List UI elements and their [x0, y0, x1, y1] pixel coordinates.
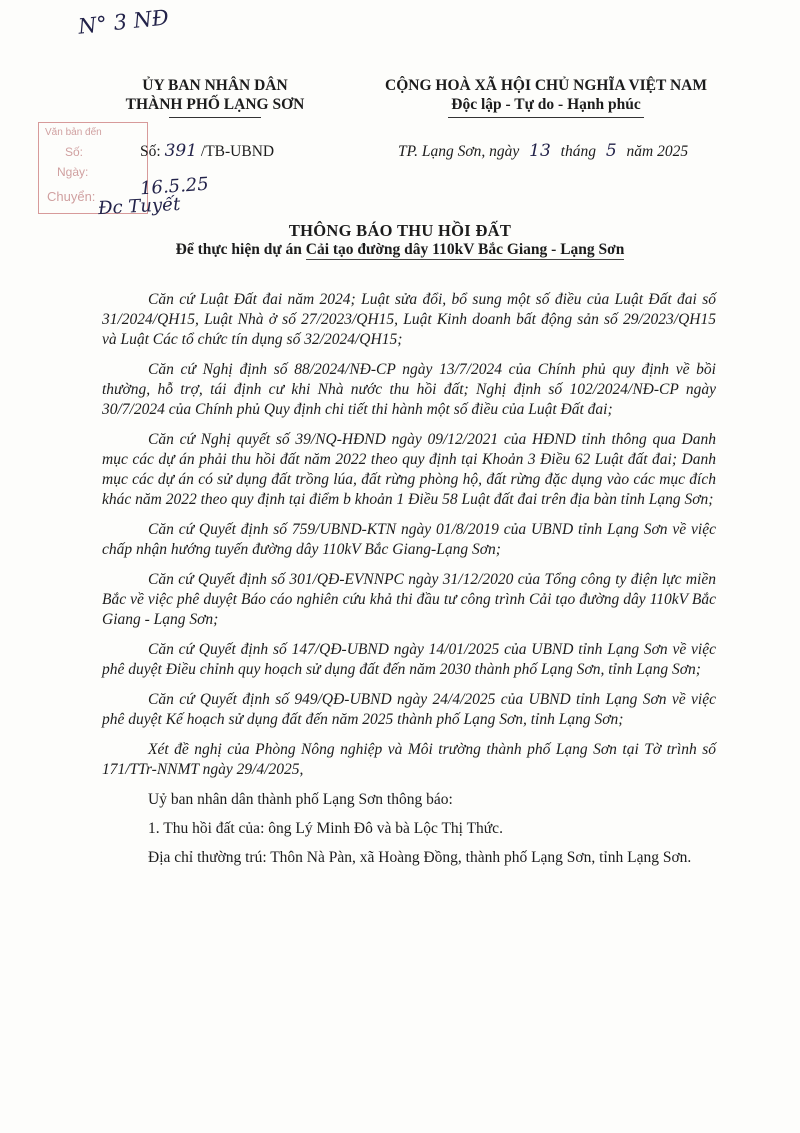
document-number — [140, 141, 274, 161]
date-day: 13 — [529, 141, 551, 161]
agency-underline — [169, 117, 261, 118]
stamp-line-1: Văn bản đến — [45, 127, 102, 138]
nation-name: CỘNG HOÀ XÃ HỘI CHỦ NGHĨA VIỆT NAM — [385, 77, 707, 94]
stamp-line-2: Số: — [65, 145, 84, 159]
legal-basis-paragraph: Căn cứ Luật Đất đai năm 2024; Luật sửa đổi, bổ sung một số điều của Luật Đất đai số 31/2024/QH15, Luật Nhà ở số 27/2023/QH15, Luật Kinh doanh bất động sản số 29/2023/QH15 và Luật Các tổ chức tín dụng số 32/2024/QH15; — [102, 291, 716, 348]
agency-line-2: THÀNH PHỐ LẠNG SƠN — [125, 96, 305, 113]
legal-basis-paragraph: Căn cứ Quyết định số 759/UBND-KTN ngày 01/8/2019 của UBND tỉnh Lạng Sơn về việc chấp nhận hướng tuyến đường dây 110kV Bắc Giang-Lạng Sơn; — [102, 521, 716, 558]
document-title: THÔNG BÁO THU HỒI ĐẤT — [288, 221, 512, 240]
date-month-label: tháng — [560, 143, 596, 160]
national-motto: Độc lập - Tự do - Hạnh phúc — [451, 96, 641, 113]
document-body — [102, 290, 716, 877]
stamp-handwritten-signature: Đc Tuyết — [97, 193, 181, 220]
stamp-line-3: Ngày: — [57, 165, 89, 179]
subtitle-prefix: Để thực hiện dự án — [175, 241, 302, 258]
date-month: 5 — [605, 141, 617, 161]
subtitle-project: Cải tạo đường dây 110kV Bắc Giang - Lạng Sơn — [305, 241, 625, 258]
legal-basis-paragraph: Căn cứ Quyết định số 301/QĐ-EVNNPC ngày 31/12/2020 của Tổng công ty điện lực miền Bắc về việc phê duyệt Báo cáo nghiên cứu khả thi đầu tư công trình Cải tạo đường dây 110kV Bắc Giang - Lạng Sơn; — [102, 571, 716, 628]
item-1-line: 1. Thu hồi đất của: ông Lý Minh Đô và bà Lộc Thị Thức. — [148, 820, 503, 837]
proposal-paragraph: Xét đề nghị của Phòng Nông nghiệp và Môi trường thành phố Lạng Sơn tại Tờ trình số 171/TTr-NNMT ngày 29/4/2025, — [102, 741, 716, 778]
handwritten-corner-note: N° 3 NĐ — [76, 5, 170, 39]
address-line: Địa chỉ thường trú: Thôn Nà Pàn, xã Hoàng Đồng, thành phố Lạng Sơn, tỉnh Lạng Sơn. — [148, 849, 692, 866]
doc-number-handwritten: 391 — [164, 141, 198, 161]
motto-underline — [448, 117, 644, 118]
agency-line-1: ỦY BAN NHÂN DÂN — [142, 77, 288, 94]
legal-basis-paragraph: Căn cứ Nghị định số 88/2024/NĐ-CP ngày 13/7/2024 của Chính phủ quy định về bồi thường, hỗ trợ, tái định cư khi Nhà nước thu hồi đất; Nghị định số 102/2024/NĐ-CP ngày 30/7/2024 của Chính phủ Quy định chi tiết thi hành một số điều của Luật Đất đai; — [102, 361, 716, 418]
legal-basis-paragraph: Căn cứ Quyết định số 949/QĐ-UBND ngày 24/4/2025 của UBND tỉnh Lạng Sơn về việc phê duyệt Kế hoạch sử dụng đất đến năm 2025 thành phố Lạng Sơn, tỉnh Lạng Sơn; — [102, 691, 716, 728]
date-place: TP. Lạng Sơn, ngày — [398, 143, 520, 160]
legal-basis-paragraph: Căn cứ Nghị quyết số 39/NQ-HĐND ngày 09/12/2021 của HĐND tỉnh thông qua Danh mục các dự án phải thu hồi đất năm 2022 theo quy định tại Khoản 3 Điều 62 Luật đất đai; Danh mục các dự án có sử dụng đất trồng lúa, đất rừng phòng hộ, đất rừng đặc dụng vào các mục đích khác năm 2022 theo quy định tại điểm b khoản 1 Điều 58 Luật đất đai trên địa bàn tỉnh Lạng Sơn; — [102, 431, 716, 508]
stamp-handwritten-date: 16.5.25 — [139, 173, 210, 200]
doc-number-prefix: Số: — [140, 143, 161, 160]
document-date — [398, 141, 688, 161]
doc-number-suffix: /TB-UBND — [200, 143, 275, 160]
date-year: năm 2025 — [626, 143, 689, 160]
announcement-line: Uỷ ban nhân dân thành phố Lạng Sơn thông báo: — [148, 791, 453, 808]
legal-basis-paragraph: Căn cứ Quyết định số 147/QĐ-UBND ngày 14/01/2025 của UBND tỉnh Lạng Sơn về việc phê duyệt Điều chỉnh quy hoạch sử dụng đất đến năm 2030 thành phố Lạng Sơn, tỉnh Lạng Sơn; — [102, 641, 716, 678]
national-header — [356, 76, 736, 118]
issuing-agency — [108, 76, 322, 118]
document-subtitle — [0, 241, 800, 259]
stamp-line-4: Chuyển: — [47, 189, 96, 204]
